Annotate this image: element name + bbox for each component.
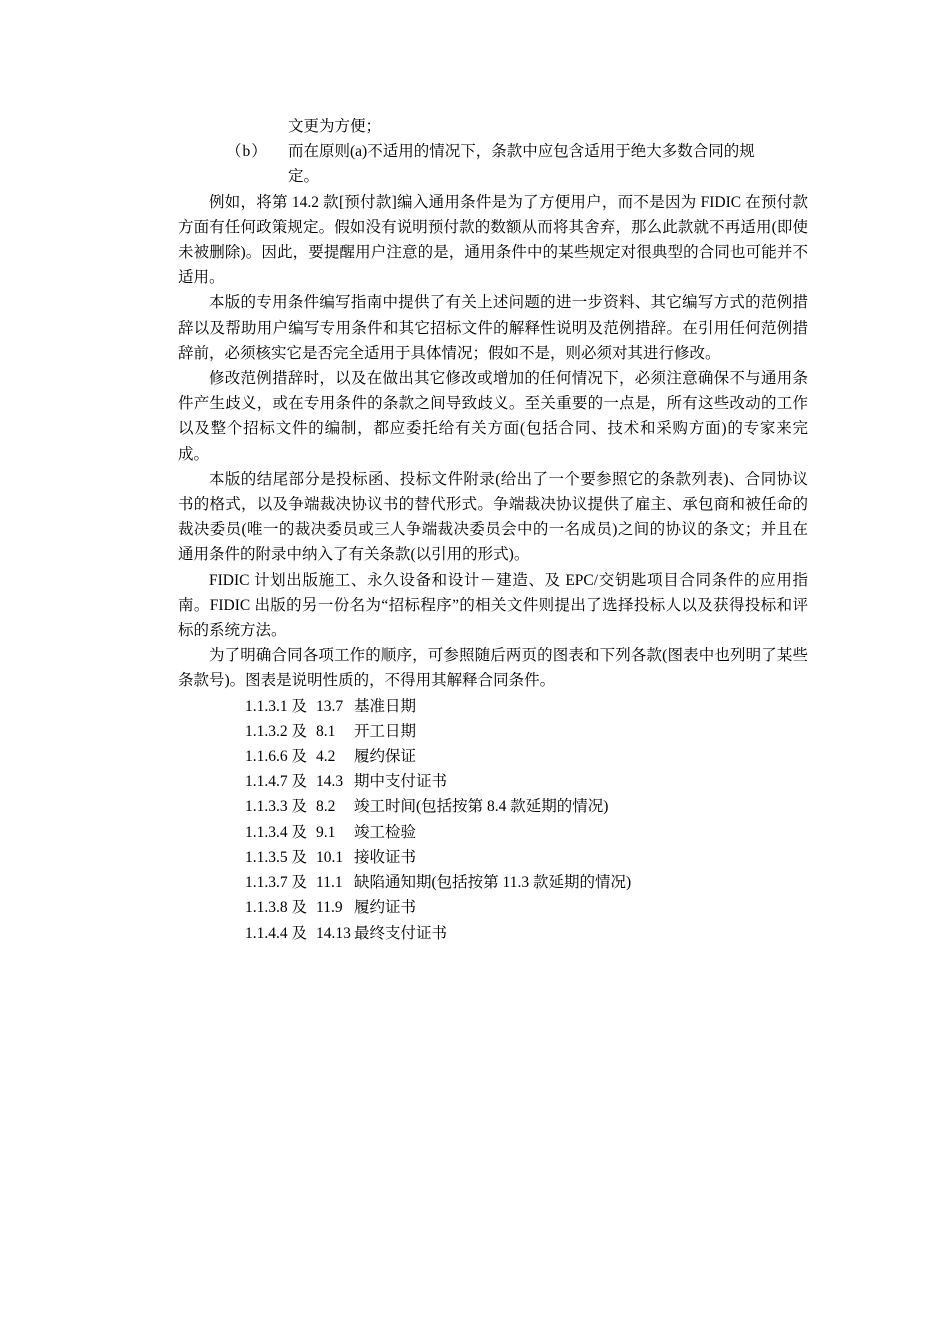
clause-title: 履约证书 [354, 899, 417, 917]
clause-ref: 1.1.3.3 及 [245, 798, 308, 816]
clause-number: 14.3 [316, 773, 344, 791]
list-item [245, 921, 808, 946]
clause-ref: 1.1.3.2 及 [245, 722, 308, 740]
list-item [245, 845, 808, 870]
clause-title: 最终支付证书 [354, 924, 448, 942]
clause-title: 开工日期 [354, 722, 417, 740]
list-item [245, 719, 808, 744]
clause-title: 接收证书 [354, 848, 417, 866]
list-item-b [178, 139, 808, 189]
clause-ref: 1.1.3.5 及 [245, 848, 308, 866]
list-item-text-line2: 定。 [288, 168, 320, 186]
list-item-text [288, 139, 808, 189]
clause-title: 竣工检验 [354, 823, 417, 841]
clause-title: 缺陷通知期(包括按第 11.3 款延期的情况) [354, 874, 632, 892]
list-item-label: （b） [226, 143, 268, 161]
clause-title: 期中支付证书 [354, 773, 448, 791]
clause-ref: 1.1.4.7 及 [245, 773, 308, 791]
list-item [245, 694, 808, 719]
paragraph-advance-payment: 例如，将第 14.2 款[预付款]编入通用条件是为了方便用户，而不是因为 FIDIC 在预付款方面有任何政策规定。假如没有说明预付款的数额从而将其舍弃，那么此款就不再适用(即使未被删除)。因此，要提醒用户注意的是，通用条件中的某些规定对很典型的合同也可能并不适用。 [178, 193, 808, 287]
clause-list [178, 694, 808, 946]
list-item [245, 820, 808, 845]
clause-number: 13.7 [316, 697, 344, 715]
clause-number: 11.9 [316, 899, 343, 917]
paragraph-guidance: 本版的专用条件编写指南中提供了有关上述问题的进一步资料、其它编写方式的范例措辞以及帮助用户编写专用条件和其它招标文件的解释性说明及范例措辞。在引用任何范例措辞前，必须核实它是否完全适用于具体情况；假如不是，则必须对其进行修改。 [178, 294, 808, 362]
paragraph-sequence: 为了明确合同各项工作的顺序，可参照随后两页的图表和下列各款(图表中也列明了某些条款号)。图表是说明性质的，不得用其解释合同条件。 [178, 647, 808, 690]
clause-number: 8.2 [316, 798, 336, 816]
document-page [178, 114, 808, 946]
list-item-text-line1: 而在原则(a)不适用的情况下，条款中应包含适用于绝大多数合同的规 [288, 143, 755, 161]
clause-ref: 1.1.3.4 及 [245, 823, 308, 841]
clause-ref: 1.1.6.6 及 [245, 748, 308, 766]
list-item [245, 744, 808, 769]
clause-number: 14.13 [316, 924, 351, 942]
clause-ref: 1.1.4.4 及 [245, 924, 308, 942]
list-item [245, 895, 808, 920]
clause-number: 8.1 [316, 722, 336, 740]
list-item [245, 769, 808, 794]
clause-title: 基准日期 [354, 697, 417, 715]
clause-title: 履约保证 [354, 748, 417, 766]
list-item [245, 870, 808, 895]
clause-ref: 1.1.3.1 及 [245, 697, 308, 715]
clause-number: 9.1 [316, 823, 336, 841]
paragraph-modification: 修改范例措辞时，以及在做出其它修改或增加的任何情况下，必须注意确保不与通用条件产生歧义，或在专用条件的条款之间导致歧义。至关重要的一点是，所有这些改动的工作以及整个招标文件的编制，都应委托给有关方面(包括合同、技术和采购方面)的专家来完成。 [178, 370, 808, 463]
continuation-text: 文更为方便； [288, 118, 382, 135]
clause-number: 4.2 [316, 748, 336, 766]
clause-number: 10.1 [316, 848, 344, 866]
clause-title: 竣工时间(包括按第 8.4 款延期的情况) [354, 798, 609, 816]
paragraph-appendix: 本版的结尾部分是投标函、投标文件附录(给出了一个要参照它的条款列表)、合同协议书的格式，以及争端裁决协议书的替代形式。争端裁决协议提供了雇主、承包商和被任命的裁决委员(唯一的裁决委员或三人争端裁决委员会中的一名成员)之间的协议的条文；并且在通用条件的附录中纳入了有关条款(以引用的形式)。 [178, 470, 808, 564]
paragraph-fidic-guide: FIDIC 计划出版施工、永久设备和设计－建造、及 EPC/交钥匙项目合同条件的应用指南。FIDIC 出版的另一份名为“招标程序”的相关文件则提出了选择投标人以及获得投标和评标的系统方法。 [178, 571, 808, 640]
clause-number: 11.1 [316, 874, 343, 892]
clause-ref: 1.1.3.8 及 [245, 899, 308, 917]
list-item [245, 794, 808, 819]
clause-ref: 1.1.3.7 及 [245, 874, 308, 892]
